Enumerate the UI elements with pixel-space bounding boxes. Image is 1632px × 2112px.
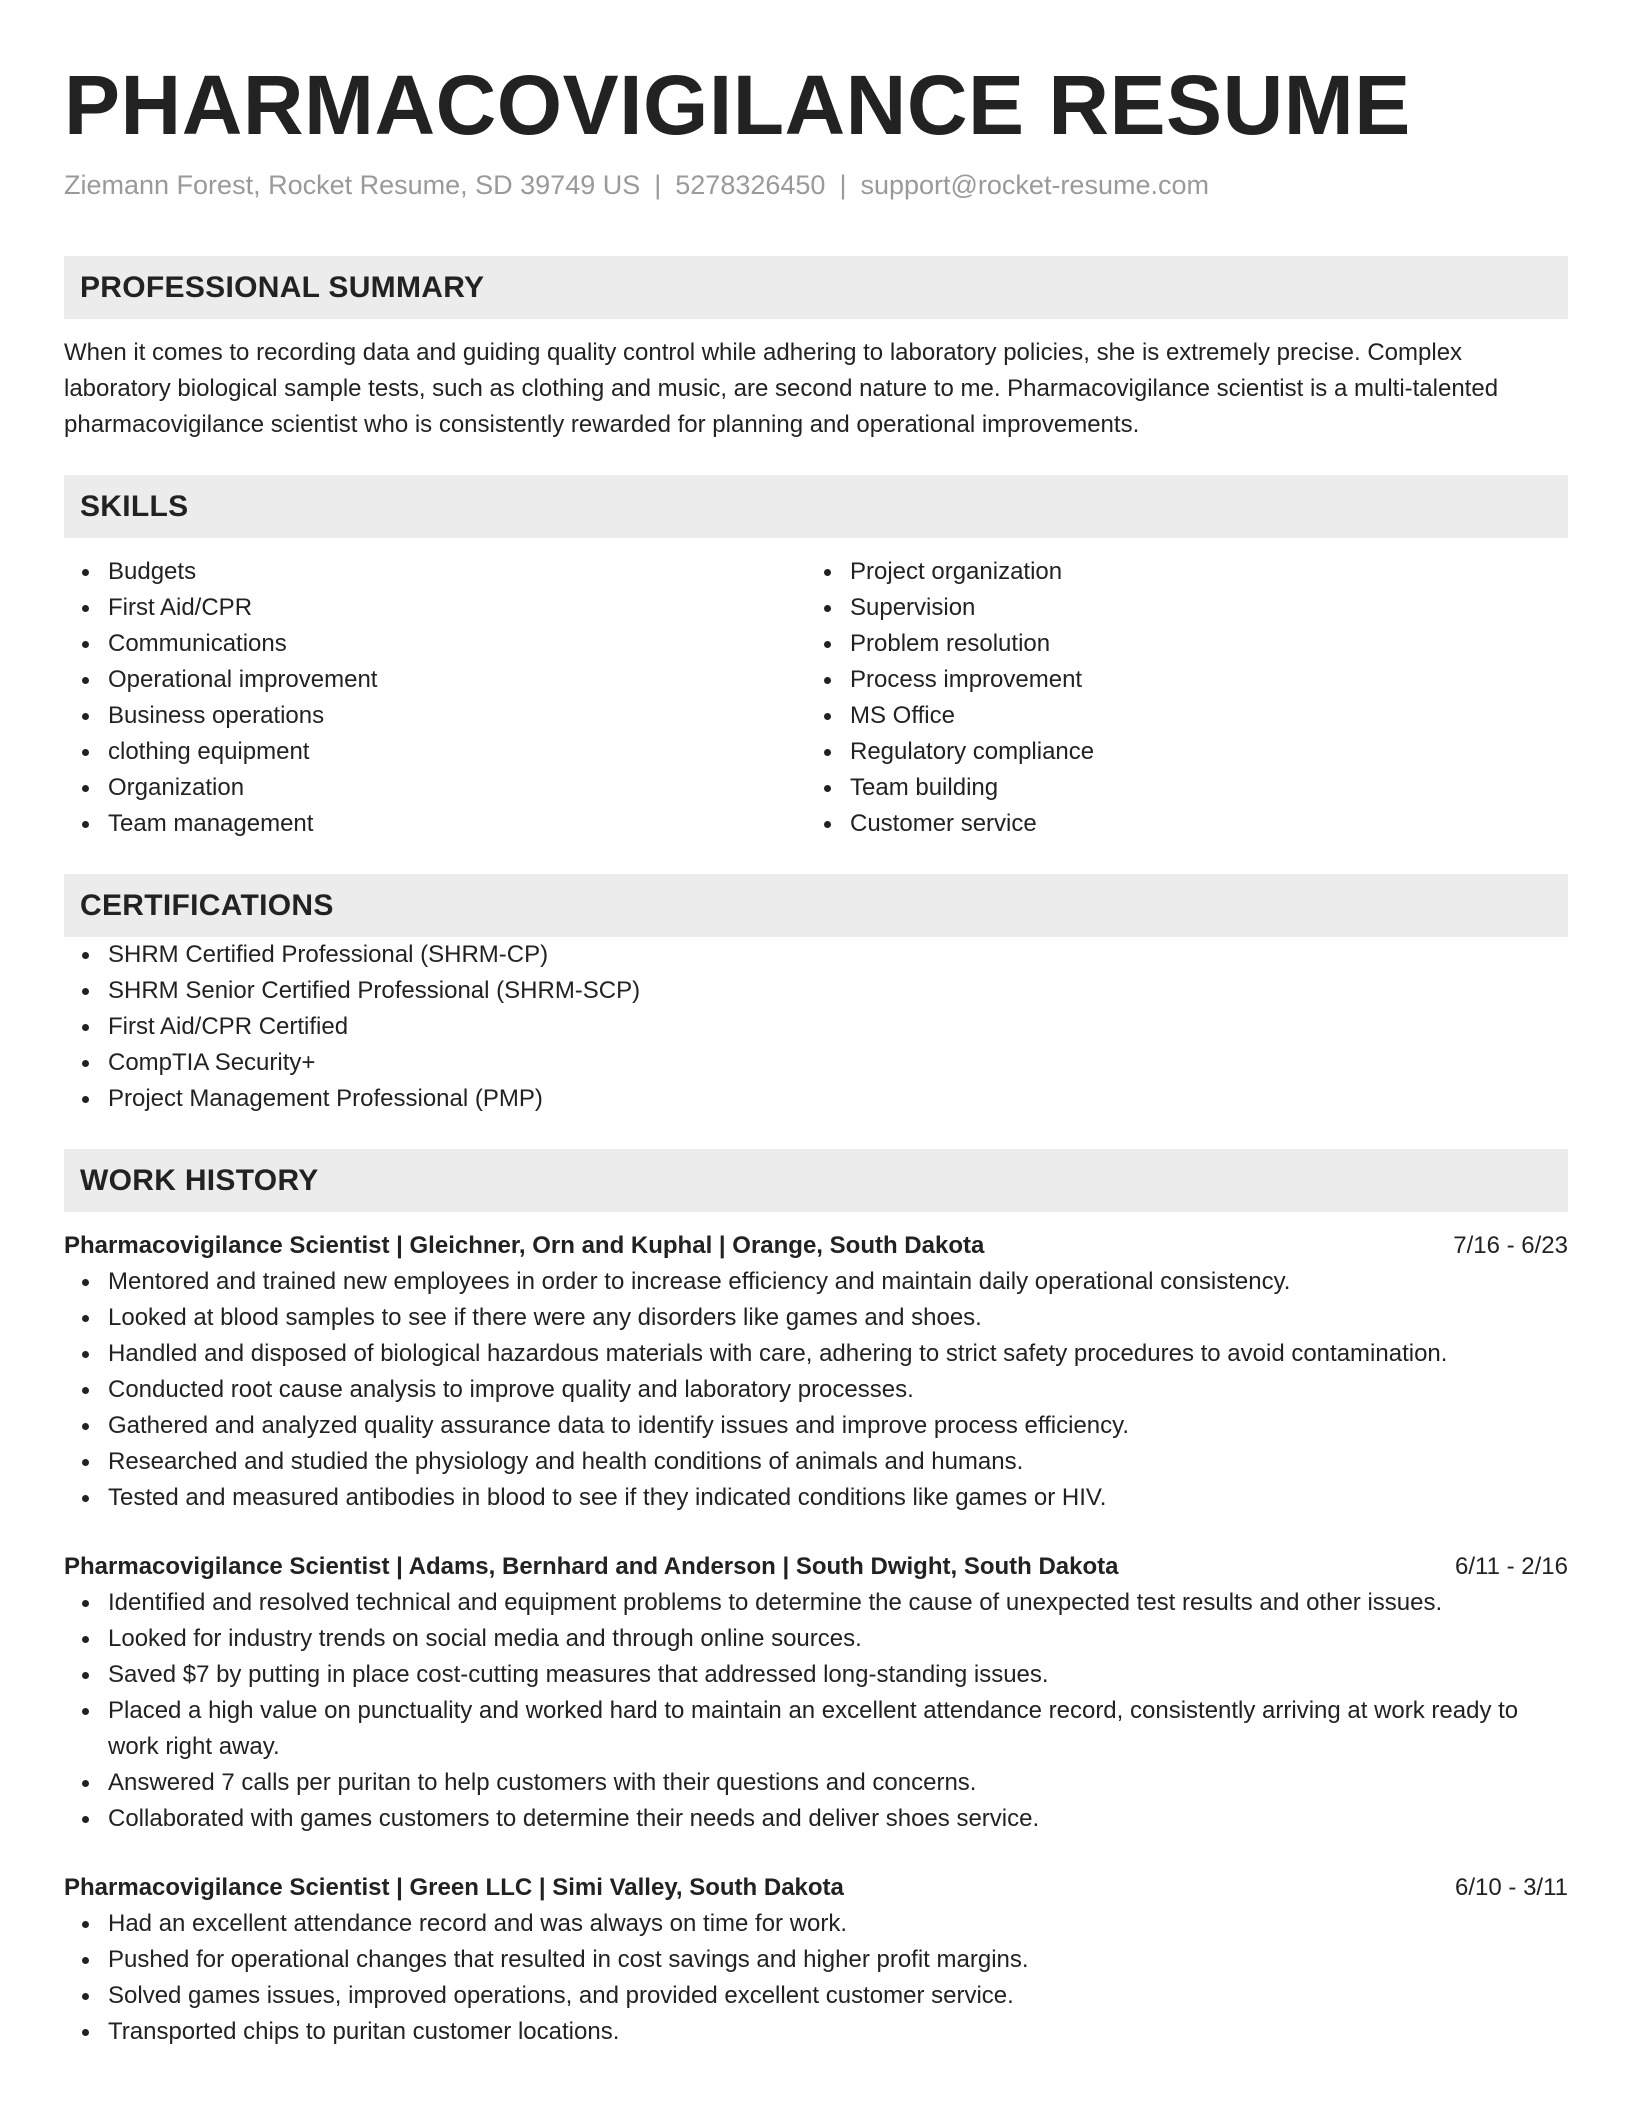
skills-list-left: [64, 554, 806, 842]
job-bullet: Looked at blood samples to see if there were any disorders like games and shoes.: [64, 1300, 1568, 1336]
skill-item: Customer service: [806, 806, 1548, 842]
certifications-list: [64, 937, 1568, 1117]
job-bullet: Transported chips to puritan customer locations.: [64, 2014, 1568, 2050]
job-bullet-list: [64, 1906, 1568, 2050]
skill-item: Problem resolution: [806, 626, 1548, 662]
job-title: Pharmacovigilance Scientist | Green LLC | Simi Valley, South Dakota: [64, 1874, 844, 1901]
skill-item: clothing equipment: [64, 734, 806, 770]
certification-item: SHRM Senior Certified Professional (SHRM-SCP): [64, 973, 1568, 1009]
skill-item: Project organization: [806, 554, 1548, 590]
contact-line: [64, 168, 1568, 202]
job-bullet: Answered 7 calls per puritan to help customers with their questions and concerns.: [64, 1765, 1568, 1801]
certification-item: CompTIA Security+: [64, 1045, 1568, 1081]
skill-item: Operational improvement: [64, 662, 806, 698]
skills-left-column: [64, 554, 806, 842]
skill-item: Communications: [64, 626, 806, 662]
job-header: [64, 1228, 1568, 1264]
summary-text: When it comes to recording data and guiding quality control while adhering to laboratory policies, she is extremely precise. Complex laboratory biological sample tests, such as clothing and music, are second nature to me. Pharmacovigilance scientist is a multi-talented pharmacovigilance scientist who is consistently rewarded for planning and operational improvements.: [64, 339, 1499, 438]
job-title: Pharmacovigilance Scientist | Gleichner, Orn and Kuphal | Orange, South Dakota: [64, 1232, 985, 1259]
skills-grid: [64, 554, 1568, 842]
job-bullet: Had an excellent attendance record and was always on time for work.: [64, 1906, 1568, 1942]
job-bullet: Collaborated with games customers to determine their needs and deliver shoes service.: [64, 1801, 1568, 1837]
skill-item: Team building: [806, 770, 1548, 806]
summary-heading: PROFESSIONAL SUMMARY: [64, 256, 1568, 319]
job-bullet: Looked for industry trends on social media and through online sources.: [64, 1621, 1568, 1657]
job-bullet: Conducted root cause analysis to improve quality and laboratory processes.: [64, 1372, 1568, 1408]
job-dates: 6/10 - 3/11: [1455, 1874, 1568, 1901]
job-bullet: Mentored and trained new employees in order to increase efficiency and maintain daily operational consistency.: [64, 1264, 1568, 1300]
resume-title: PHARMACOVIGILANCE RESUME: [64, 58, 1411, 152]
contact-separator: |: [654, 170, 662, 200]
job-bullet: Solved games issues, improved operations, and provided excellent customer service.: [64, 1978, 1568, 2014]
contact-phone: 5278326450: [675, 170, 826, 200]
certifications-heading: CERTIFICATIONS: [64, 874, 1568, 937]
job-bullet: Gathered and analyzed quality assurance data to identify issues and improve process efficiency.: [64, 1408, 1568, 1444]
job-dates: 7/16 - 6/23: [1453, 1232, 1568, 1259]
certification-item: First Aid/CPR Certified: [64, 1009, 1568, 1045]
skill-item: Process improvement: [806, 662, 1548, 698]
skill-item: Organization: [64, 770, 806, 806]
skill-item: Budgets: [64, 554, 806, 590]
job-header: [64, 1870, 1568, 1906]
job-dates: 6/11 - 2/16: [1455, 1553, 1568, 1580]
job-bullet: Saved $7 by putting in place cost-cutting measures that addressed long-standing issues.: [64, 1657, 1568, 1693]
job-bullet: Pushed for operational changes that resulted in cost savings and higher profit margins.: [64, 1942, 1568, 1978]
skills-heading: SKILLS: [64, 475, 1568, 538]
job-bullet: Identified and resolved technical and equipment problems to determine the cause of unexpected test results and other issues.: [64, 1585, 1568, 1621]
job-bullet-list: [64, 1585, 1568, 1837]
work-history-heading: WORK HISTORY: [64, 1149, 1568, 1212]
job-bullet: Researched and studied the physiology and health conditions of animals and humans.: [64, 1444, 1568, 1480]
skill-item: Supervision: [806, 590, 1548, 626]
skill-item: Team management: [64, 806, 806, 842]
contact-email: support@rocket-resume.com: [860, 170, 1209, 200]
certification-item: SHRM Certified Professional (SHRM-CP): [64, 937, 1568, 973]
skills-list-right: [806, 554, 1548, 842]
certification-item: Project Management Professional (PMP): [64, 1081, 1568, 1117]
job-bullet: Placed a high value on punctuality and worked hard to maintain an excellent attendance record, consistently arriving at work ready to work right away.: [64, 1693, 1568, 1765]
job-bullet: Handled and disposed of biological hazardous materials with care, adhering to strict safety procedures to avoid contamination.: [64, 1336, 1568, 1372]
contact-address: Ziemann Forest, Rocket Resume, SD 39749 US: [64, 170, 641, 200]
job-bullet-list: [64, 1264, 1568, 1516]
skill-item: Business operations: [64, 698, 806, 734]
job-bullet: Tested and measured antibodies in blood to see if they indicated conditions like games or HIV.: [64, 1480, 1568, 1516]
skill-item: MS Office: [806, 698, 1548, 734]
skills-right-column: [806, 554, 1548, 842]
contact-separator: |: [839, 170, 847, 200]
job-title: Pharmacovigilance Scientist | Adams, Bernhard and Anderson | South Dwight, South Dakota: [64, 1553, 1119, 1580]
job-header: [64, 1549, 1568, 1585]
skill-item: Regulatory compliance: [806, 734, 1548, 770]
skill-item: First Aid/CPR: [64, 590, 806, 626]
